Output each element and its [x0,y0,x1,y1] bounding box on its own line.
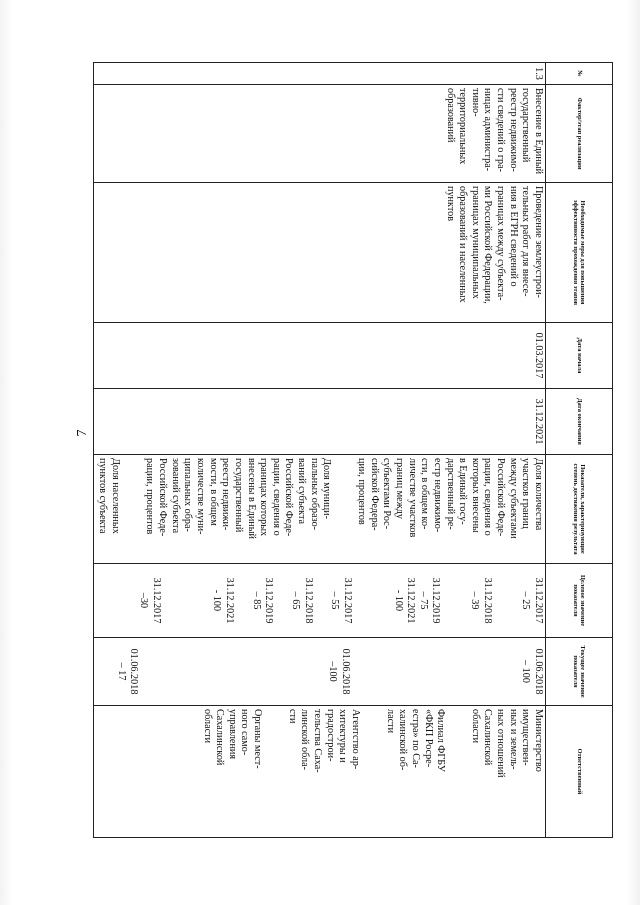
responsible-local-government: Органы мест- ного само- управления Сахалинской области [201,709,264,769]
target-value: 31.12.2019 – 85 [250,577,275,624]
rotated-table-sheet [97,62,613,837]
responsible-architecture-agency: Агентство ар- хитектуры и градострои- тельства Саха- линской обла- сти [286,709,361,773]
responsible-fkp-branch: Филиал ФГБУ «ФКП Росре- естра» по Са- халинской об- ласти [384,709,447,772]
target-value: 31.12.2017 – 25 [520,577,544,624]
target-value: 31.12.2017 – 55 [329,577,353,624]
header-end-date: Дата окончания [546,389,613,455]
row-factor: Внесение в Единый государственный реестр недвижимо- сти сведений о гра- ницах администра- тивно- территориальных образований [94,85,546,183]
table-header-row [546,63,613,838]
header-current: Текущее значение показателя [546,638,613,706]
header-measure: Необходимые меры для повышения эффективности прохождения этапов [546,183,613,323]
measures-table [94,62,614,838]
indicator-municipalities: Доля муници- пальных образо- ваний субъекта Российской Феде- рации, сведения о границах которых внесены в Единый государственный реестр недвижи- мости, в общем количестве муни- ципальных обра- зований субъекта Российской Феде- рации, процентов [144,458,333,540]
header-num: № [546,63,613,85]
row-current-values [94,638,546,706]
row-indicators [94,455,546,564]
row-start-date: 01.03.2017 [94,323,546,389]
indicator-boundaries: Доля количества участков границ между субъектами Российской Феде- рации, сведения о которых внесены в Единый госу- дарственный ре- естр недвижимо- сти, в общем ко- личестве участков границ между субъектами Рос- сийской Федера- ции, процентов [356,458,544,539]
current-value: 01.06.2018 –100 [327,648,351,695]
page-number: 7 [75,429,90,437]
target-value: 31.12.2021 - 100 [211,577,236,624]
row-targets [94,564,546,638]
target-value: 31.12.2018 – 65 [289,577,314,624]
target-value: 31.12.2017 –30 [138,577,162,624]
header-start-date: Дата начала [546,323,613,389]
target-value: 31.12.2019 – 75 31.12.2021 - 100 [392,577,442,624]
table-row [94,63,546,838]
header-responsible: Ответственный [546,706,613,838]
responsible-ministry: Министерство имуществен- ных и земель- ных отношений Сахалинской области [469,709,544,778]
current-value: 01.06.2018 – 17 [115,648,140,695]
header-indicator: Показатели, характеризующие степень достижения результата [546,455,613,564]
indicator-settlements: Доля населенных пунктов субъекта [97,458,121,534]
row-responsible [94,706,546,838]
row-number: 1.3 [94,63,546,85]
header-target: Целевое значение показателя [546,564,613,638]
target-value: 31.12.2018 – 39 [469,577,493,624]
row-end-date: 31.12.2021 [94,389,546,455]
current-value: 01.06.2018 – 100 [520,648,544,695]
header-factor: Фактор/этап реализации [546,85,613,183]
row-measure: Проведение землеустрои- тельных работ для внесе- ния в ЕГРН сведений о границах между субъекта- ми Российской Федерации, границах муниципальных образований и населенных пунктов [94,183,546,323]
